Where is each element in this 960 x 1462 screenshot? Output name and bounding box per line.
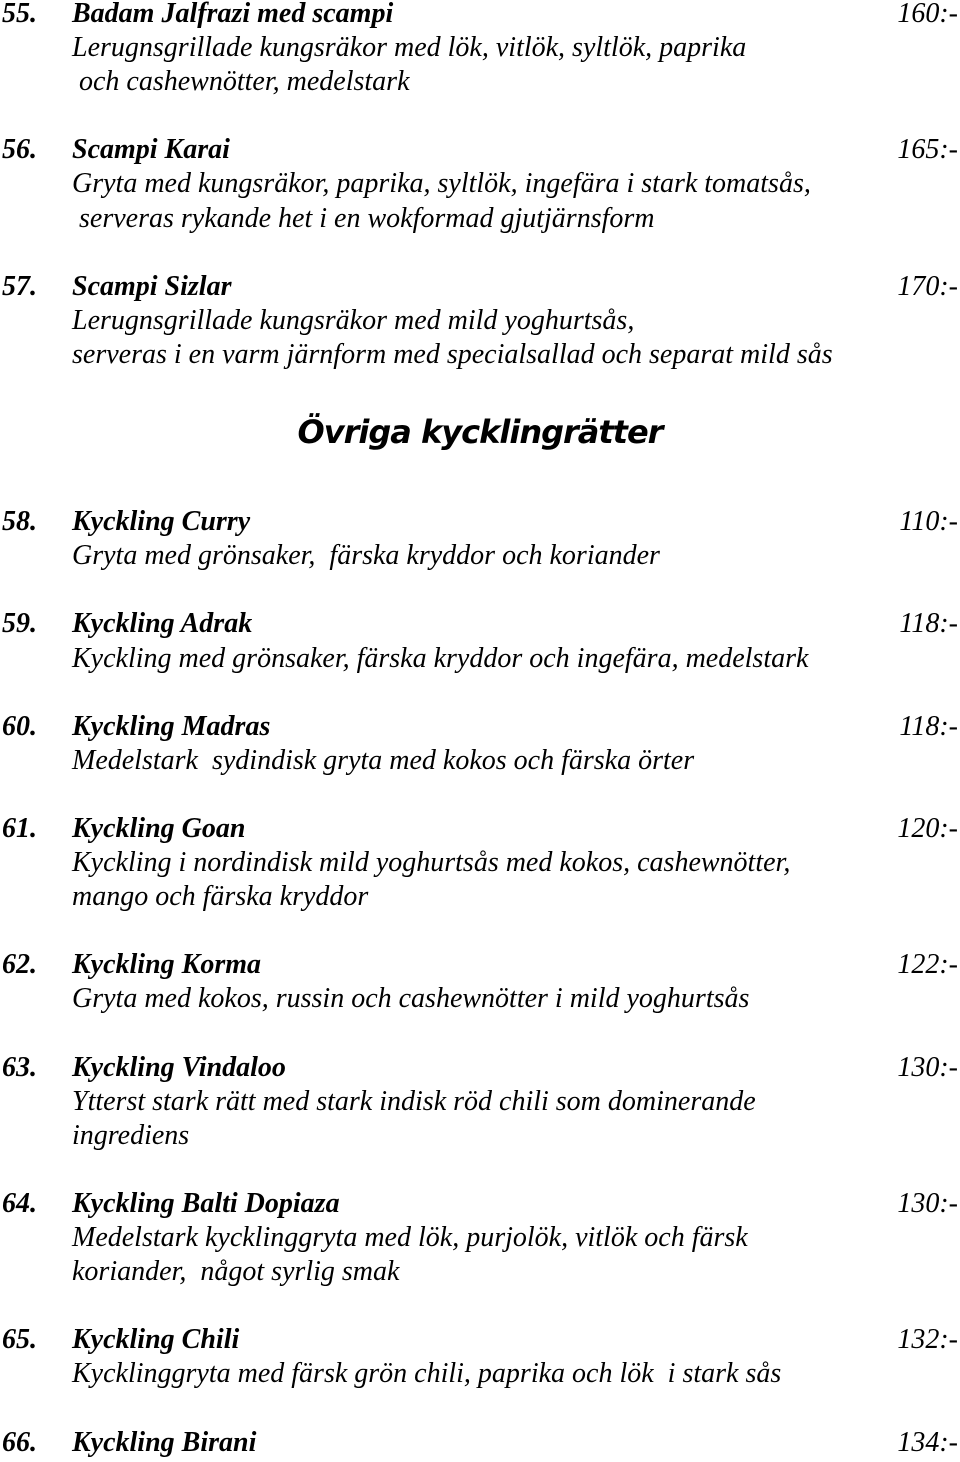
item-description-line: Kycklinggryta med färsk grön chili, paprika och lök i stark sås [72, 1358, 782, 1390]
item-header [0, 1323, 960, 1357]
item-price: 134:- [897, 1426, 958, 1458]
item-description-line: Gryta med kungsräkor, paprika, syltlök, ingefära i stark tomatsås, [72, 168, 811, 200]
item-number: 62. [2, 949, 37, 981]
menu-group-top [0, 0, 960, 372]
item-header [0, 505, 960, 539]
item-name: Kyckling Birani [72, 1426, 257, 1458]
item-header [0, 270, 960, 304]
item-number: 63. [2, 1051, 37, 1083]
item-price: 130:- [897, 1051, 958, 1083]
item-number: 58. [2, 506, 37, 538]
item-description-line: serveras rykande het i en wokformad gjutjärnsform [72, 202, 655, 234]
menu-item-63 [0, 1051, 960, 1153]
item-header [0, 710, 960, 744]
item-number: 60. [2, 710, 37, 742]
item-price: 130:- [897, 1188, 958, 1219]
item-header [0, 607, 960, 641]
item-name: Kyckling Balti Dopiaza [72, 1188, 340, 1219]
item-price: 122:- [897, 949, 958, 981]
menu-item-65 [0, 1323, 960, 1391]
menu-group-section [0, 406, 960, 1460]
item-description-line: Lerugnsgrillade kungsräkor med lök, vitlök, syltlök, paprika [72, 32, 747, 64]
menu-item-64 [0, 1187, 960, 1289]
item-number: 61. [2, 812, 37, 844]
item-price: 118:- [899, 608, 958, 640]
menu-item-57 [0, 270, 960, 372]
menu-item-55 [0, 0, 960, 99]
item-description-line: Gryta med grönsaker, färska kryddor och koriander [72, 540, 660, 572]
item-price: 132:- [897, 1324, 958, 1356]
item-description-line: Ytterst stark rätt med stark indisk röd chili som dominerande [72, 1085, 756, 1117]
item-number: 59. [2, 608, 37, 640]
item-price: 170:- [897, 270, 958, 302]
item-name: Kyckling Goan [72, 812, 246, 844]
item-description-line: serveras i en varm järnform med specialsallad och separat mild sås [72, 338, 833, 370]
item-name: Kyckling Adrak [72, 608, 253, 640]
item-header [0, 948, 960, 982]
item-name: Scampi Sizlar [72, 270, 232, 302]
item-name: Kyckling Curry [72, 506, 251, 538]
menu-item-61 [0, 812, 960, 914]
item-price: 120:- [897, 812, 958, 844]
menu-item-66 [0, 1426, 960, 1460]
item-name: Kyckling Chili [72, 1324, 240, 1356]
item-header [0, 0, 960, 31]
item-name: Kyckling Madras [72, 710, 271, 742]
item-header [0, 812, 960, 846]
section-heading: Övriga kycklingrätter [297, 413, 663, 452]
item-description-line: mango och färska kryddor [72, 881, 369, 913]
menu-item-56 [0, 133, 960, 235]
item-description-line: Kyckling i nordindisk mild yoghurtsås med kokos, cashewnötter, [72, 847, 791, 879]
item-header [0, 1051, 960, 1085]
item-number: 57. [2, 270, 37, 302]
item-description-line: ingrediens [72, 1119, 190, 1151]
item-name: Kyckling Vindaloo [72, 1051, 286, 1083]
menu-item-58 [0, 505, 960, 573]
item-price: 160:- [897, 0, 958, 29]
item-description-line: och cashewnötter, medelstark [72, 66, 410, 98]
item-description-line: Lerugnsgrillade kungsräkor med mild yoghurtsås, [72, 304, 635, 336]
item-description-line: Medelstark kycklinggryta med lök, purjolök, vitlök och färsk [72, 1222, 748, 1254]
item-name: Badam Jalfrazi med scampi [72, 0, 394, 29]
item-name: Scampi Karai [72, 134, 230, 166]
item-price: 118:- [899, 710, 958, 742]
item-name: Kyckling Korma [72, 949, 262, 981]
item-description-line: Kyckling med grönsaker, färska kryddor och ingefära, medelstark [72, 642, 809, 674]
item-number: 66. [2, 1426, 37, 1458]
item-description-line: Gryta med kokos, russin och cashewnötter i mild yoghurtsås [72, 983, 750, 1015]
item-description-line: koriander, något syrlig smak [72, 1256, 400, 1288]
item-header [0, 1426, 960, 1460]
menu-item-59 [0, 607, 960, 675]
item-header [0, 133, 960, 167]
item-number: 65. [2, 1324, 37, 1356]
item-price: 165:- [897, 134, 958, 166]
item-number: 56. [2, 134, 37, 166]
item-header [0, 1187, 960, 1221]
item-number: 55. [2, 0, 37, 29]
item-description-line: Medelstark sydindisk gryta med kokos och färska örter [72, 744, 695, 776]
item-number: 64. [2, 1188, 37, 1219]
menu-item-62 [0, 948, 960, 1016]
item-price: 110:- [899, 506, 958, 538]
menu-item-60 [0, 710, 960, 778]
